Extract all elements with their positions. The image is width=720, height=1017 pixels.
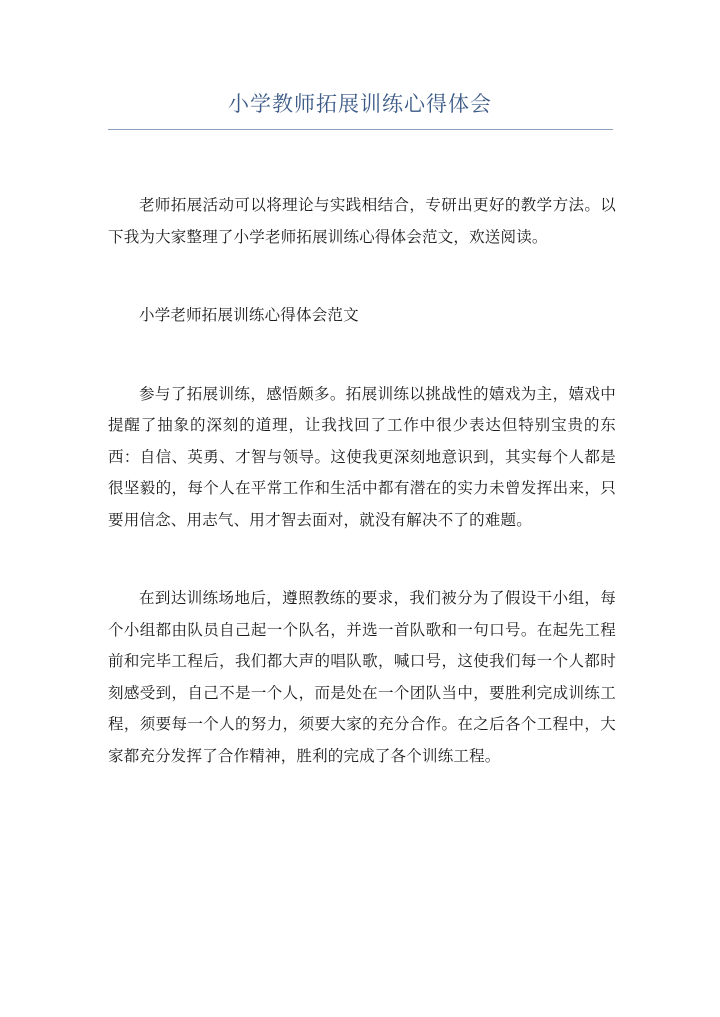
section-heading: 小学老师拓展训练心得体会范文: [139, 306, 359, 324]
title-divider: [108, 129, 613, 130]
intro-paragraph: 老师拓展活动可以将理论与实践相结合，专研出更好的教学方法。以下我为大家整理了小学老师拓展训练心得体会范文，欢送阅读。: [108, 196, 616, 246]
body-paragraph-1: 参与了拓展训练，感悟颇多。拓展训练以挑战性的嬉戏为主，嬉戏中提醒了抽象的深刻的道理，让我找回了工作中很少表达但特别宝贵的东西：自信、英勇、才智与领导。这使我更深刻地意识到，其实每个人都是很坚毅的，每个人在平常工作和生活中都有潜在的实力未曾发挥出来，只要用信念、用志气、用才智去面对，就没有解决不了的难题。: [108, 384, 616, 529]
page-title: 小学教师拓展训练心得体会: [228, 92, 492, 116]
document-body: [108, 190, 616, 819]
body-paragraph-2: 在到达训练场地后，遵照教练的要求，我们被分为了假设干小组，每个小组都由队员自己起一个队名，并选一首队歌和一句口号。在起先工程前和完毕工程后，我们都大声的唱队歌，喊口号，这使我们每一个人都时刻感受到，自己不是一个人，而是处在一个团队当中，要胜利完成训练工程，须要每一个人的努力，须要大家的充分合作。在之后各个工程中，大家都充分发挥了合作精神，胜利的完成了各个训练工程。: [108, 589, 616, 765]
